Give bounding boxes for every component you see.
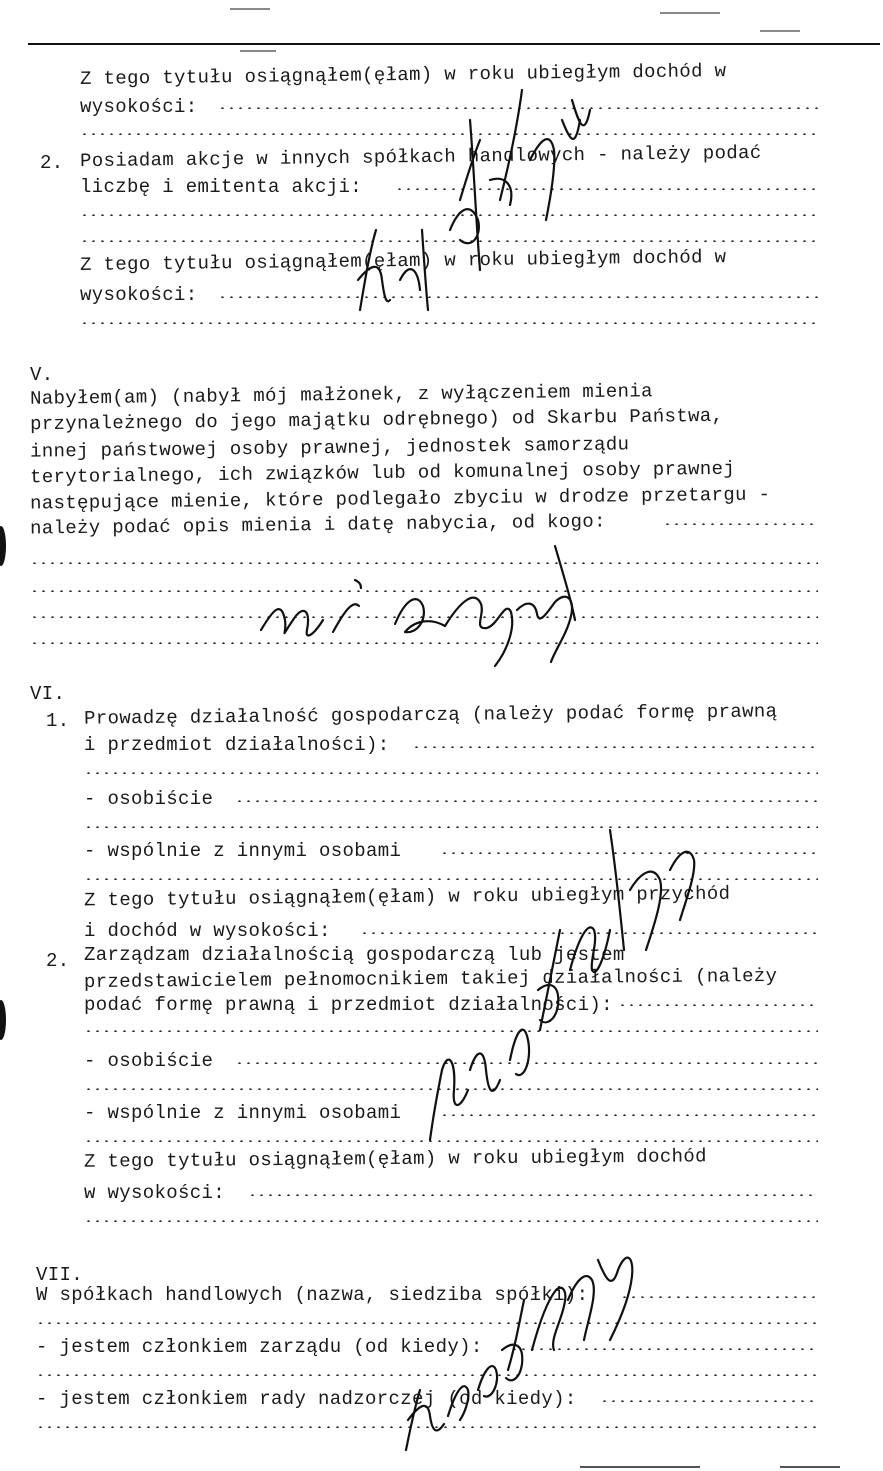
fill-line [84,772,818,774]
s6-item1-line-a: Prowadzę działalność gospodarczą (należy podać formę prawną [83,700,778,730]
s7-intro: W spółkach handlowych (nazwa, siedziba spółki): [36,1284,589,1306]
s5-heading: V. [30,364,54,386]
scan-speck [760,30,800,32]
s6-item2-line-a: Zarządzam działalnością gospodarczą lub jestem [84,944,625,966]
s6-item2-num: 2. [46,950,70,972]
handwritten-not-applicable-mark [340,80,610,330]
s7-heading: VII. [36,1264,84,1286]
s6-personally-2: - osobiście [84,1050,214,1072]
s4-income2-line-a: Z tego tytułu osiągnąłem(ęłam) w roku ubiegłym dochód w [79,246,727,276]
s6-heading: VI. [30,683,66,705]
s6-income-line-a: Z tego tytułu osiągnąłem(ęłam) w roku ubiegłym przychód [83,882,731,912]
s5-line-6: należy podać opis mienia i datę nabycia, od kogo: [29,510,606,540]
s6-income2-line-a: Z tego tytułu osiągnąłem(ęłam) w roku ubiegłym dochód [83,1145,707,1173]
s6-item1-num: 1. [46,710,70,732]
handwritten-not-applicable-mark [255,540,635,670]
binder-hole-mark [0,1000,6,1040]
fill-line [412,746,818,748]
s5-line-1: Nabyłem(am) (nabył mój małżonek, z wyłączeniem mienia [29,380,653,410]
top-rule [28,43,880,45]
s6-item2-line-c: podać formę prawną i przedmiot działalności): [84,994,613,1016]
s7-supervisory-member: - jestem członkiem rady nadzorczej (od kiedy): [36,1388,577,1410]
handwritten-not-applicable-mark [398,1240,668,1460]
s4-item2-line-b: liczbę i emitenta akcji: [80,176,363,198]
s5-line-3: innej państwowej osoby prawnej, jednostek samorządu [29,433,630,463]
fill-line [248,1194,818,1196]
s4-income-line-b: wysokości: [80,96,198,118]
fill-line [235,800,818,802]
s4-item2-num: 2. [40,152,64,174]
scan-speck [780,1466,840,1468]
s6-personally: - osobiście [84,788,214,810]
scan-speck [580,1466,700,1468]
scan-speck [660,12,720,14]
s4-income-line-a: Z tego tytułu osiągnąłem(ęłam) w roku ubiegłym dochód w [79,60,727,90]
s4-income2-line-b: wysokości: [80,284,198,306]
fill-line [84,1220,818,1222]
handwritten-not-applicable-mark [420,810,720,1170]
s5-line-5: następujące mienie, które podlegało zbyciu w drodze przetargu - [29,483,771,515]
s6-jointly-2: - wspólnie z innymi osobami [84,1102,402,1124]
scan-speck [230,8,270,10]
s7-board-member: - jestem członkiem zarządu (od kiedy): [36,1336,483,1358]
scan-speck [240,50,276,52]
fill-line [663,523,818,525]
s5-line-2: przynależnego do jego majątku odrębnego) od Skarbu Państwa, [29,404,724,436]
s4-item2-line-a: Posiadam akcje w innych spółkach handlowych - należy podać [79,141,762,173]
s6-income2-line-b: w wysokości: [84,1182,226,1204]
binder-hole-mark [0,526,6,566]
s6-income-line-b: i dochód w wysokości: [84,920,331,942]
s6-item2-line-b: przedstawicielem pełnomocnikiem takiej działalności (należy [83,964,778,994]
s6-jointly: - wspólnie z innymi osobami [84,840,402,862]
s6-item1-line-b: i przedmiot działalności): [84,734,390,756]
s5-line-4: terytorialnego, ich związków lub od komunalnej osoby prawnej [29,457,736,489]
